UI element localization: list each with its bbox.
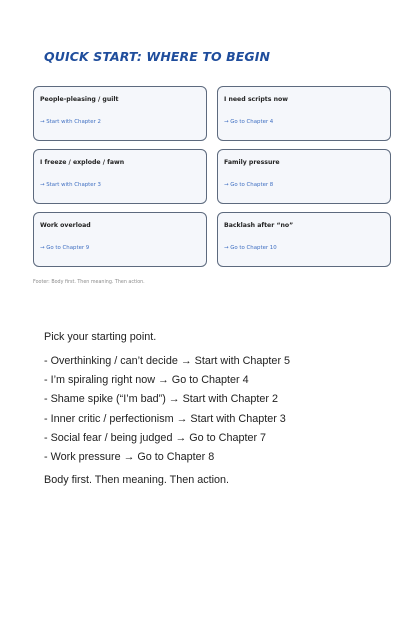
page-title: QUICK START: WHERE TO BEGIN [44,49,271,64]
grid-footer-note: Footer: Body first. Then meaning. Then action. [33,280,145,285]
card-title: People-pleasing / guilt [40,96,119,103]
list-item: - Work pressure → Go to Chapter 8 [44,450,215,463]
card-action: → Start with Chapter 2 [40,119,101,125]
card-action: → Go to Chapter 10 [224,245,277,251]
body-text [44,331,290,487]
card-action: → Go to Chapter 8 [224,182,274,188]
card-family-pressure [217,149,391,204]
list-item: - I’m spiraling right now → Go to Chapter 4 [44,374,249,387]
card-work-overload [33,212,207,267]
list-item: - Overthinking / can’t decide → Start with Chapter 5 [44,355,291,367]
list-item: - Inner critic / perfectionism → Start with Chapter 3 [44,412,286,425]
card-freeze-explode-fawn [33,149,207,204]
card-backlash-after-no [217,212,391,267]
list-item: - Social fear / being judged → Go to Chapter 7 [44,431,267,444]
card-title: Family pressure [224,159,280,166]
card-people-pleasing [33,86,207,141]
intro-text: Pick your starting point. [44,331,157,343]
card-title: Work overload [40,222,91,229]
card-action: → Go to Chapter 4 [224,119,274,125]
card-action: → Go to Chapter 9 [40,245,90,251]
starting-point-list [44,355,290,464]
card-title: Backlash after “no” [224,222,294,229]
list-item: - Shame spike (“I’m bad”) → Start with Chapter 2 [44,393,279,406]
card-scripts-now [217,86,391,141]
card-title: I need scripts now [224,96,288,103]
card-title: I freeze / explode / fawn [40,159,125,166]
closing-text: Body first. Then meaning. Then action. [44,473,230,486]
quick-start-grid [33,86,391,267]
card-action: → Start with Chapter 3 [40,182,101,188]
